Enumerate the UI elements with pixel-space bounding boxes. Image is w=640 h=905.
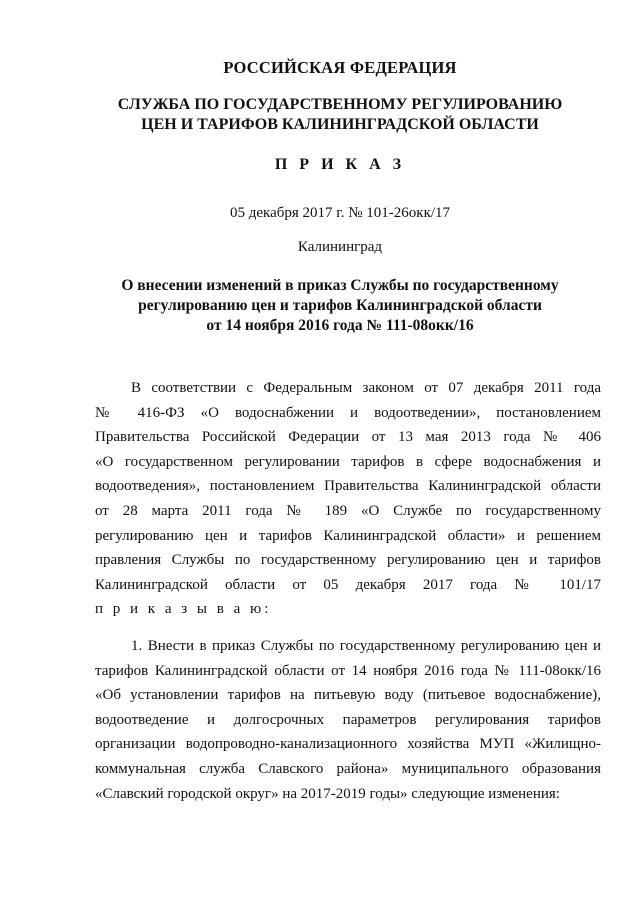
preamble-line: Калининградской области от 05 декабря 2017 года № 101/17 — [95, 576, 601, 593]
document-city: Калининград — [297, 239, 383, 255]
document-type: П Р И К А З — [274, 156, 406, 173]
agency-heading-line-1: СЛУЖБА ПО ГОСУДАРСТВЕННОМУ РЕГУЛИРОВАНИЮ — [117, 96, 563, 113]
order-word: п р и к а з ы в а ю: — [95, 601, 272, 618]
item-line: 1. Внести в приказ Службы по государственному регулированию цен и — [131, 638, 601, 654]
subject-line-1: О внесении изменений в приказ Службы по государственному — [121, 277, 559, 294]
item-line: «Об установлении тарифов на питьевую воду (питьевое водоснабжение), — [95, 687, 601, 704]
preamble-line: от 28 марта 2011 года № 189 «О Службе по государственному — [95, 502, 601, 519]
preamble-line: В соответствии с Федеральным законом от 07 декабря 2011 года — [131, 380, 601, 396]
preamble-line: Правительства Российской Федерации от 13 мая 2013 года № 406 — [95, 429, 601, 446]
preamble-line: правления Службы по государственному регулированию цен и тарифов — [95, 552, 601, 569]
subject-line-2: регулированию цен и тарифов Калининградской области — [138, 297, 542, 314]
preamble-line: водоотведения», постановлением Правительства Калининградской области — [95, 478, 601, 495]
agency-heading-line-2: ЦЕН И ТАРИФОВ КАЛИНИНГРАДСКОЙ ОБЛАСТИ — [141, 116, 539, 133]
item-1-paragraph — [95, 634, 601, 806]
subject-line-3: от 14 ноября 2016 года № 111-08окк/16 — [206, 317, 474, 334]
preamble-line: регулированию цен и тарифов Калининградской области» и решением — [95, 527, 601, 544]
item-line: организации водопроводно-канализационного хозяйства МУП «Жилищно- — [95, 736, 601, 753]
preamble-paragraph — [95, 376, 601, 622]
country-heading: РОССИЙСКАЯ ФЕДЕРАЦИЯ — [223, 58, 457, 77]
preamble-line: № 416-ФЗ «О водоснабжении и водоотведении», постановлением — [95, 404, 601, 421]
item-line: тарифов Калининградской области от 14 ноября 2016 года № 111-08окк/16 — [95, 662, 601, 679]
agency-heading — [80, 95, 600, 135]
document-subject — [80, 276, 600, 336]
document-date-number: 05 декабря 2017 г. № 101-26окк/17 — [229, 205, 451, 221]
item-line: «Славский городской округ» на 2017-2019 годы» следующие изменения: — [95, 785, 560, 802]
item-line: водоотведение и долгосрочных параметров регулирования тарифов — [95, 711, 601, 728]
preamble-line: «О государственном регулировании тарифов в сфере водоснабжения и — [95, 453, 601, 470]
item-line: коммунальная служба Славского района» муниципального образования — [95, 760, 601, 777]
